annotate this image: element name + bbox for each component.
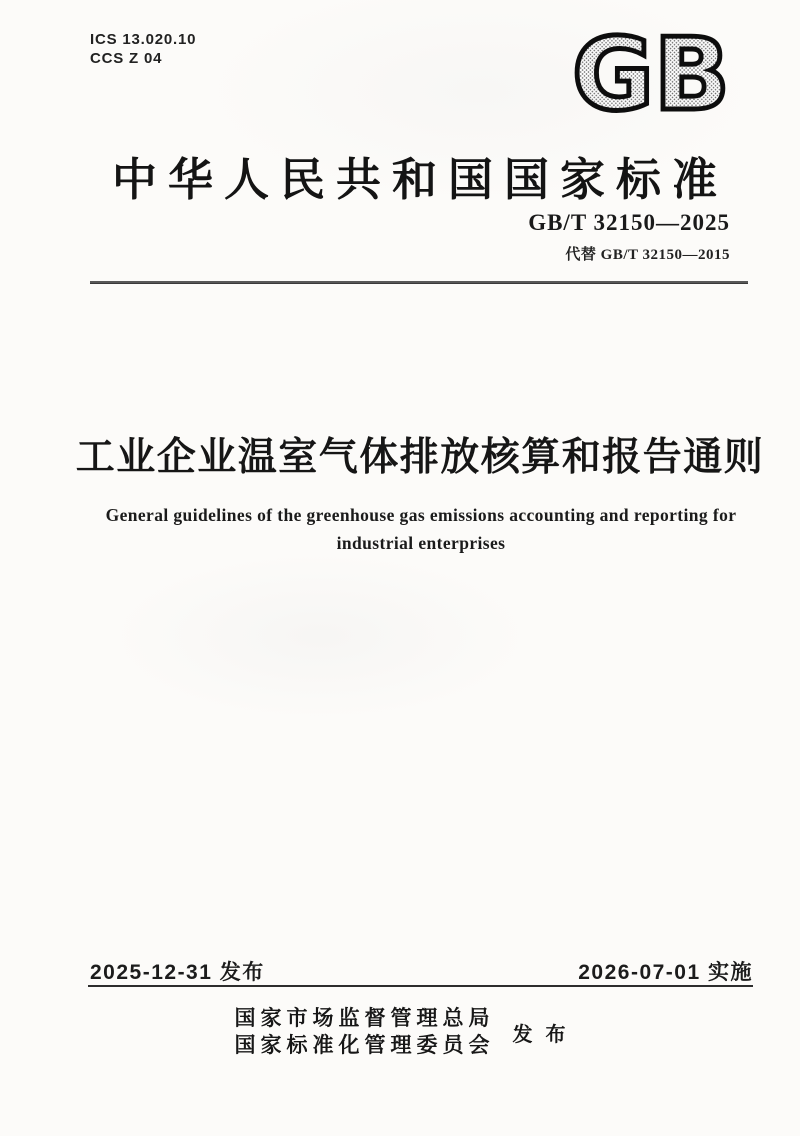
footer-divider-rule <box>88 985 753 987</box>
gb-logo-text: GB <box>572 30 730 116</box>
issuer-line2: 国家标准化管理委员会 <box>234 1033 495 1057</box>
title-english-line1: General guidelines of the greenhouse gas emissions accounting and reporting for <box>105 505 737 525</box>
standard-number-block <box>528 210 730 264</box>
replaces-note: 代替 GB/T 32150—2015 <box>565 247 730 263</box>
issuer-line1: 国家市场监督管理总局 <box>234 1006 495 1030</box>
implementation-date: 2026-07-01 实施 <box>578 961 753 984</box>
release-label: 发 布 <box>512 1023 566 1046</box>
issuer-names <box>235 1005 495 1059</box>
dates-row <box>90 956 753 986</box>
standard-code: GB/T 32150—2025 <box>528 210 730 235</box>
ccs-code: CCS Z 04 <box>90 50 163 67</box>
standard-title-english <box>90 501 752 557</box>
ics-code: ICS 13.020.10 <box>90 31 197 48</box>
title-english-line2: industrial enterprises <box>336 533 506 553</box>
gb-logo-icon <box>558 30 744 116</box>
country-header-title: 中华人民共和国国家标准 <box>111 155 728 205</box>
standard-title-chinese: 工业企业温室气体排放核算和报告通则 <box>75 436 765 479</box>
release-date: 2025-12-31 发布 <box>90 961 265 984</box>
header-divider-rule <box>90 281 748 284</box>
issuer-block <box>0 1005 800 1059</box>
classification-codes <box>90 30 196 68</box>
